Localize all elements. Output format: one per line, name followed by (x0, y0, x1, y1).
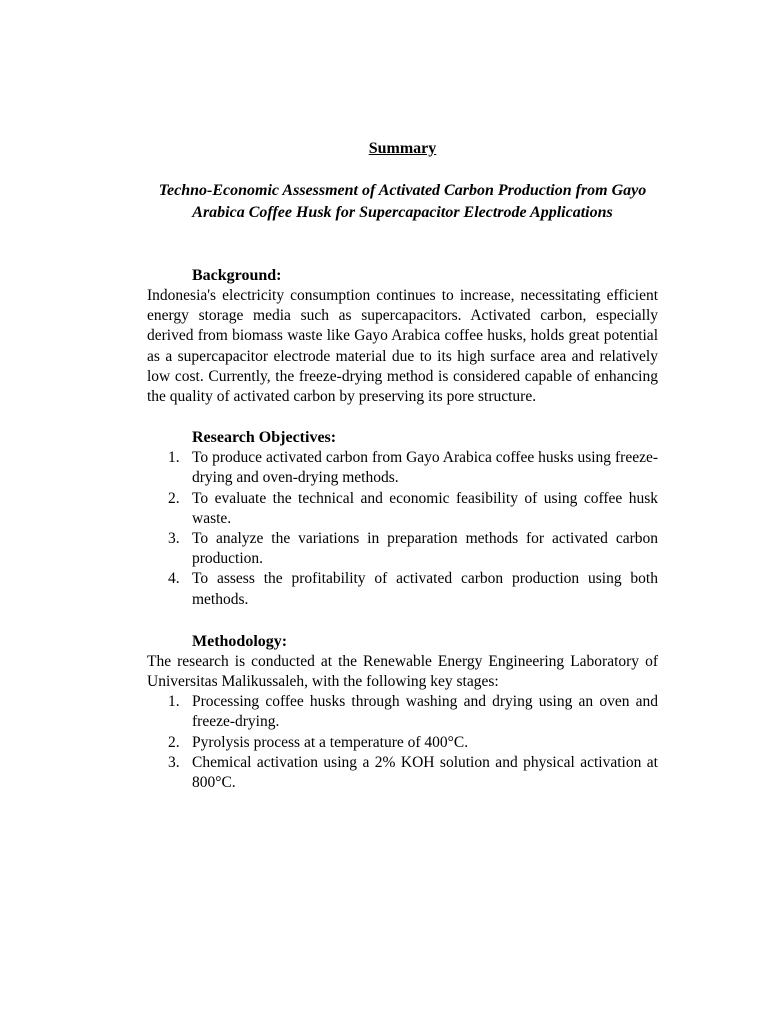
list-item-text: Pyrolysis process at a temperature of 400°C. (192, 733, 469, 751)
methodology-heading: Methodology: (192, 632, 288, 650)
list-item-text: Chemical activation using a 2% KOH solution and physical activation at 800°C. (192, 753, 658, 792)
list-number: 2. (168, 489, 180, 507)
document-page (147, 138, 658, 793)
methodology-list (147, 692, 658, 793)
background-heading: Background: (192, 267, 282, 284)
list-item (147, 753, 658, 793)
list-number: 3. (168, 530, 180, 548)
methodology-intro: The research is conducted at the Renewable Energy Engineering Laboratory of Universitas Malikussaleh, with the following key stages: (147, 652, 658, 691)
list-item (147, 529, 658, 569)
list-item-text: To evaluate the technical and economic feasibility of using coffee husk waste. (192, 489, 658, 527)
list-item-text: To analyze the variations in preparation methods for activated carbon production. (192, 530, 658, 568)
summary-heading: Summary (368, 140, 437, 157)
list-item (147, 448, 658, 488)
list-item-text: Processing coffee husks through washing and drying using an oven and freeze-drying. (192, 693, 658, 731)
list-number: 2. (168, 733, 180, 751)
document-title: Techno-Economic Assessment of Activated Carbon Production from Gayo Arabica Coffee Husk for Supercapacitor Electrode Applications (158, 182, 647, 221)
list-item (147, 569, 658, 609)
list-number: 1. (168, 449, 180, 467)
list-item (147, 733, 658, 753)
list-item (147, 489, 658, 529)
list-item-text: To produce activated carbon from Gayo Arabica coffee husks using freeze-drying and oven-drying methods. (192, 449, 658, 487)
list-number: 1. (168, 693, 180, 711)
objectives-heading: Research Objectives: (192, 429, 337, 447)
list-item-text: To assess the profitability of activated carbon production using both methods. (192, 570, 658, 608)
list-item (147, 692, 658, 732)
list-number: 3. (168, 753, 180, 771)
background-paragraph: Indonesia's electricity consumption continues to increase, necessitating efficient energy storage media such as supercapacitors. Activated carbon, especially derived from biomass waste like Gayo Arabica coffee husks, holds great potential as a supercapacitor electrode material due to its high surface area and relatively low cost. Currently, the freeze-drying method is considered capable of enhancing the quality of activated carbon by preserving its pore structure. (147, 287, 658, 406)
list-number: 4. (168, 570, 180, 588)
objectives-list (147, 448, 658, 610)
